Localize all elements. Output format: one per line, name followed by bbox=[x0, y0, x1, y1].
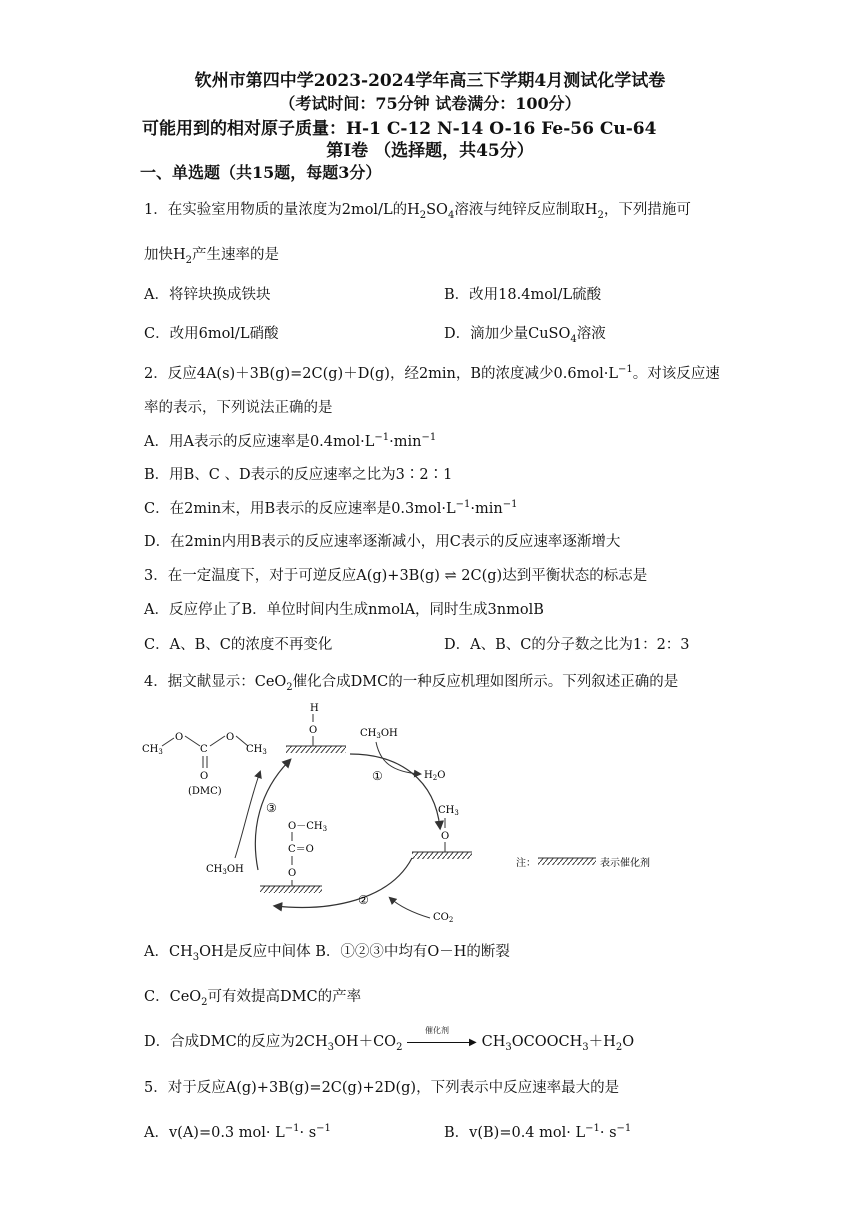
question-2-stem-cont: 率的表示，下列说法正确的是 bbox=[144, 400, 333, 416]
catalyst-arrow: 催化剂 ▶ bbox=[407, 1035, 477, 1049]
question-3-option-c: C．A、B、C的浓度不再变化 bbox=[144, 637, 333, 653]
question-3-option-d: D．A、B、C的分子数之比为1：2：3 bbox=[444, 637, 690, 653]
question-2-option-d: D．在2min内用B表示的反应速率逐渐减小，用C表示的反应速率逐渐增大 bbox=[144, 534, 621, 550]
equilibrium-arrow: ⇌ bbox=[444, 568, 457, 584]
question-2-stem: 2．反应4A(s)＋3B(g)=2C(g)＋D(g)，经2min，B的浓度减少$0.6mol\cdot L^{-1}$。对该反应速 bbox=[144, 364, 720, 382]
step-1-label: ① bbox=[372, 769, 383, 783]
question-4-option-ab: A．$CH_3OH$是反应中间体 B．①②③中均有O－H的断裂 bbox=[144, 944, 510, 963]
methanol-reactant-left: $CH_3OH$ bbox=[206, 864, 244, 876]
svg-text:CH3: $CH_3$ bbox=[142, 744, 163, 756]
step-3-label: ③ bbox=[266, 801, 277, 815]
question-3-stem: 3．在一定温度下，对于可逆反应A(g)+3B(g) ⇌ 2C(g)达到平衡状态的标志是 bbox=[144, 568, 648, 584]
question-1-option-d: D．滴加少量CuSO$_4$溶液 bbox=[444, 326, 606, 345]
svg-text:C＝O: C＝O bbox=[288, 844, 314, 855]
question-1-stem: 1．在实验室用物质的量浓度为2mol/L的$H_2SO_4$溶液与纯锌反应制取$H_2$，下列措施可 bbox=[144, 202, 691, 221]
question-1-option-a: A．将锌块换成铁块 bbox=[144, 287, 271, 303]
question-4-stem: 4．据文献显示：CeO$_2$催化合成DMC的一种反应机理如图所示。下列叙述正确的是 bbox=[144, 674, 679, 693]
svg-text:O: O bbox=[441, 831, 450, 842]
carbonate-intermediate bbox=[260, 821, 327, 893]
catalyst-site-right bbox=[412, 805, 472, 859]
question-3-option-ab: A．反应停止了B．单位时间内生成nmolA，同时生成3nmolB bbox=[144, 602, 544, 618]
question-5-option-a: A．v(A)=0.3 $mol\cdot L^{-1}\cdot s^{-1}$ bbox=[144, 1123, 331, 1141]
question-4-option-d: D．合成DMC的反应为$2CH_3OH+CO_2$ 催化剂 ▶ $CH_3OCOOCH_3+H_2O$ bbox=[144, 1026, 635, 1053]
svg-text:(DMC): (DMC) bbox=[188, 786, 222, 797]
co2-reactant: $CO_2$ bbox=[433, 912, 454, 924]
methanol-reactant-top bbox=[360, 728, 398, 740]
question-2-option-a: A．用A表示的反应速率是$0.4mol\cdot L^{-1}\cdot\min^{-1}$ bbox=[144, 432, 437, 450]
svg-text:O: O bbox=[200, 771, 209, 782]
question-1-stem-cont: 加快$H_2$产生速率的是 bbox=[144, 247, 280, 266]
question-1-option-b: B．改用18.4mol/L硫酸 bbox=[444, 287, 602, 303]
svg-text:O: O bbox=[288, 868, 297, 879]
question-5-stem: 5．对于反应A(g)+3B(g)=2C(g)+2D(g)，下列表示中反应速率最大的是 bbox=[144, 1080, 620, 1096]
svg-text:CH3: $CH_3$ bbox=[246, 744, 267, 756]
svg-text:O: O bbox=[226, 732, 235, 743]
svg-text:表示催化剂: 表示催化剂 bbox=[600, 858, 650, 869]
question-2-option-c: C．在2min末，用B表示的反应速率是$0.3mol\cdot L^{-1}\cdot\min^{-1}$ bbox=[144, 499, 518, 517]
svg-text:O: O bbox=[175, 732, 184, 743]
svg-text:CH3OH: $CH_3OH$ bbox=[360, 728, 398, 740]
reaction-mechanism-diagram bbox=[140, 700, 700, 925]
question-1-option-c: C．改用6mol/L硝酸 bbox=[144, 326, 279, 342]
step-2-label: ② bbox=[358, 893, 369, 907]
svg-text:O－CH3: $O-CH_3$ bbox=[288, 821, 328, 833]
section-heading: 一、单选题（共15题，每题3分） bbox=[140, 163, 382, 182]
catalyst-site-top bbox=[286, 703, 346, 753]
water-product: $H_2O$ bbox=[424, 770, 446, 782]
svg-text:注：: 注： bbox=[516, 858, 536, 869]
question-2-option-b: B．用B、C 、D表示的反应速率之比为3∶2∶1 bbox=[144, 467, 453, 483]
question-4-option-c: C．CeO$_2$可有效提高DMC的产率 bbox=[144, 989, 362, 1008]
catalyst-note bbox=[516, 856, 650, 869]
dmc-structure bbox=[142, 732, 267, 797]
svg-text:CH3: $CH_3$ bbox=[438, 805, 459, 817]
atomic-masses: 可能用到的相对原子质量：H-1 C-12 N-14 O-16 Fe-56 Cu-64 bbox=[142, 119, 657, 139]
exam-title: 钦州市第四中学2023-2024学年高三下学期4月测试化学试卷 bbox=[194, 71, 666, 91]
svg-text:H: H bbox=[310, 703, 319, 714]
question-5-option-b: B．v(B)=0.4 $mol\cdot L^{-1}\cdot s^{-1}$ bbox=[444, 1123, 632, 1141]
svg-text:O: O bbox=[309, 725, 318, 736]
part-heading: 第Ⅰ卷 （选择题，共45分） bbox=[326, 141, 534, 161]
svg-text:C: C bbox=[200, 744, 208, 755]
exam-subtitle: （考试时间：75分钟 试卷满分：100分） bbox=[279, 94, 581, 113]
